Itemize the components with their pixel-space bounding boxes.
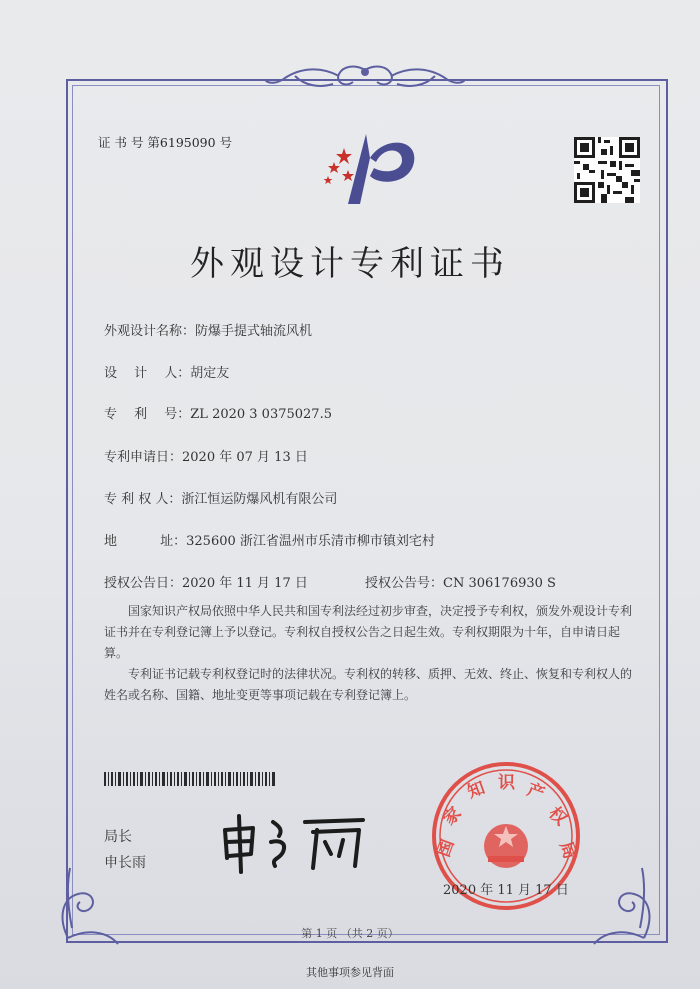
svg-text:知: 知 bbox=[464, 778, 488, 803]
footer-note: 其他事项参见背面 bbox=[306, 966, 394, 979]
handwritten-signature-icon bbox=[213, 808, 373, 878]
page-indicator: 第 1 页 （共 2 页） bbox=[301, 927, 399, 940]
signatory-title: 局长 bbox=[104, 829, 132, 845]
patentee-value: 浙江恒运防爆风机有限公司 bbox=[181, 492, 338, 507]
designer-label: 设 计 人： bbox=[104, 366, 191, 381]
svg-text:产: 产 bbox=[524, 779, 548, 805]
svg-text:国: 国 bbox=[433, 836, 459, 860]
svg-text:局: 局 bbox=[555, 838, 580, 862]
grant-number-value: CN 306176930 S bbox=[443, 576, 556, 591]
design-name-row bbox=[104, 320, 312, 339]
svg-text:权: 权 bbox=[544, 803, 571, 830]
top-ornament-icon bbox=[265, 62, 465, 98]
patentee-label: 专 利 权 人： bbox=[104, 492, 182, 507]
designer-value: 胡定友 bbox=[190, 366, 230, 381]
svg-text:识: 识 bbox=[498, 773, 515, 793]
grant-paragraph-2: 专利证书记载专利权登记时的法律状况。专利权的转移、质押、无效、终止、恢复和专利权人的姓名或名称、国籍、地址变更等事项记载在专利登记簿上。 bbox=[104, 667, 633, 702]
design-name-label: 外观设计名称： bbox=[104, 324, 196, 339]
qr-code-icon bbox=[574, 137, 640, 203]
grant-paragraph-1: 国家知识产权局依照中华人民共和国专利法经过初步审查，决定授予专利权，颁发外观设计专利证书并在专利登记簿上予以登记。专利权自授权公告之日起生效。专利权期限为十年，自申请日起算。 bbox=[104, 604, 633, 660]
svg-text:家: 家 bbox=[439, 803, 466, 830]
certificate-title: 外观设计专利证书 bbox=[190, 244, 510, 284]
signatory-name: 申长雨 bbox=[104, 855, 146, 871]
grant-statement bbox=[104, 601, 634, 664]
grant-date-row bbox=[104, 572, 308, 591]
certificate-number: 证 书 号 第6195090 号 bbox=[98, 135, 233, 150]
grant-date-value: 2020 年 11 月 17 日 bbox=[182, 576, 308, 591]
filing-date-row bbox=[104, 446, 308, 465]
seal-date: 2020 年 11 月 17 日 bbox=[443, 883, 569, 898]
grant-number-label: 授权公告号： bbox=[365, 576, 444, 591]
patentee-row bbox=[104, 488, 337, 507]
grant-number-row bbox=[365, 572, 556, 591]
designer-row bbox=[104, 362, 229, 381]
barcode-icon bbox=[104, 772, 276, 786]
address-value: 325600 浙江省温州市乐清市柳市镇刘宅村 bbox=[186, 534, 435, 549]
patent-number-row bbox=[104, 403, 332, 422]
design-name-value: 防爆手提式轴流风机 bbox=[195, 324, 313, 339]
filing-date-value: 2020 年 07 月 13 日 bbox=[182, 450, 308, 465]
filing-date-label: 专利申请日： bbox=[104, 450, 183, 465]
patent-number-value: ZL 2020 3 0375027.5 bbox=[190, 407, 332, 422]
grant-date-label: 授权公告日： bbox=[104, 576, 183, 591]
address-label: 地 址： bbox=[104, 534, 187, 549]
patent-number-label: 专 利 号： bbox=[104, 407, 191, 422]
legal-status-statement bbox=[104, 664, 634, 706]
patent-office-logo-icon bbox=[314, 128, 422, 210]
address-row bbox=[104, 530, 435, 549]
